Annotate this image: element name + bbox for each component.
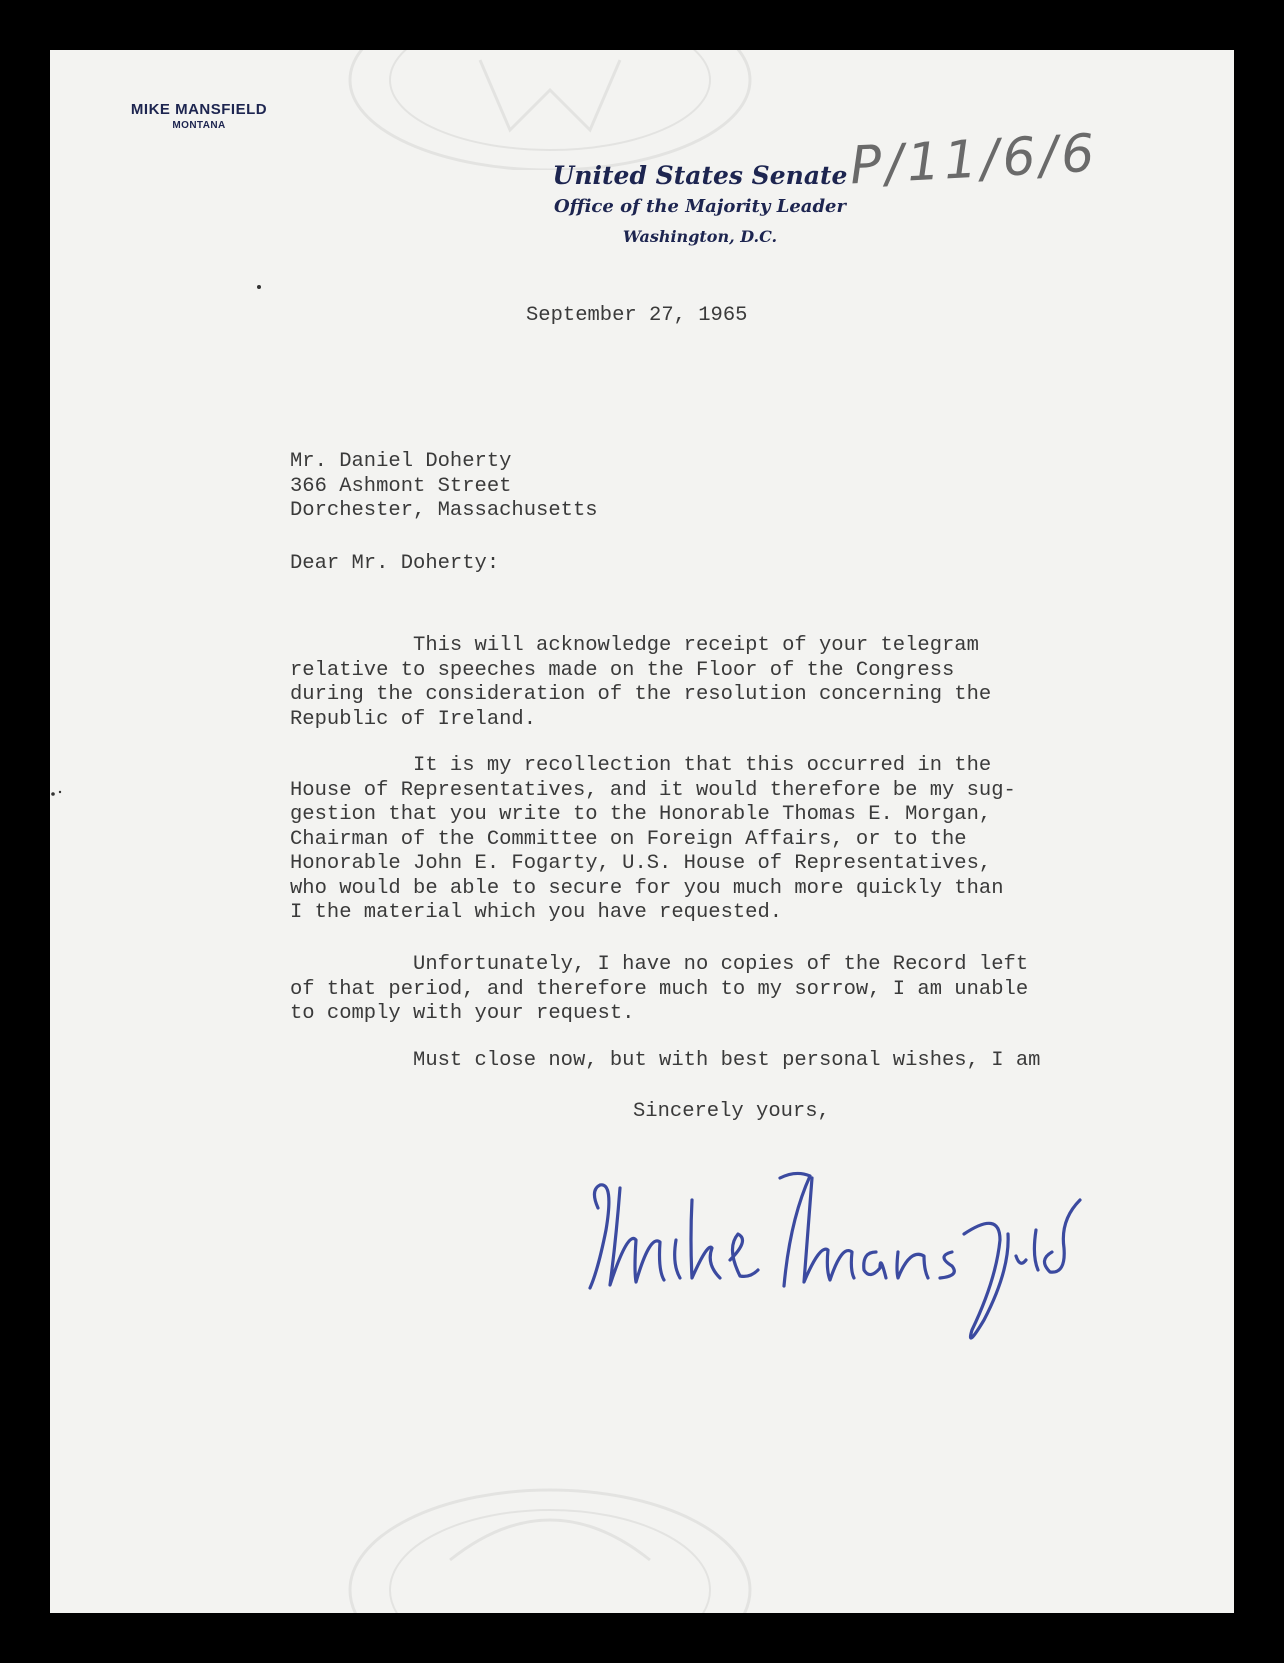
recipient-street: 366 Ashmont Street	[290, 474, 512, 498]
body-paragraph-3: Unfortunately, I have no copies of the Record left of that period, and therefore much to my sorrow, I am unable to comply with your request.	[290, 953, 1029, 1025]
recipient-name: Mr. Daniel Doherty	[290, 450, 512, 473]
stray-ink-mark-left	[50, 788, 70, 802]
stray-ink-mark-top	[254, 282, 264, 292]
seal-watermark-bottom	[330, 1470, 770, 1613]
recipient-city: Dorchester, Massachusetts	[290, 499, 598, 522]
letterhead-office: Office of the Majority Leader	[554, 196, 846, 217]
letter-date: September 27, 1965	[526, 304, 748, 327]
complimentary-closing: Sincerely yours,	[633, 1100, 830, 1123]
sender-block	[114, 101, 284, 131]
handwritten-signature	[580, 1160, 1140, 1360]
sender-state: MONTANA	[172, 120, 226, 131]
seal-watermark-top	[330, 50, 770, 170]
letterhead-city: Washington, D.C.	[622, 227, 778, 246]
body-paragraph-2: It is my recollection that this occurred in the House of Representatives, and it would therefore be my sug- gestion that you write to the Honorable Thomas E. Morgan, Chairman of the Committee on Foreign Affairs, or to the Honorable John E. Fogarty, U.S. House of Representatives, who would be able to secure for you much more quickly than I the material which you have requested.	[290, 754, 1016, 924]
handwritten-file-annotation: P/11/6/6	[848, 123, 1100, 197]
letterhead-senate: United States Senate	[552, 161, 848, 190]
recipient-address	[290, 450, 598, 524]
body-paragraph-1: This will acknowledge receipt of your telegram relative to speeches made on the Floor of the Congress during the consideration of the resolution concerning the Republic of Ireland.	[290, 634, 992, 731]
salutation: Dear Mr. Doherty:	[290, 552, 500, 575]
sender-name: MIKE MANSFIELD	[130, 101, 268, 118]
letter-page	[50, 50, 1234, 1613]
body-paragraph-4: Must close now, but with best personal wishes, I am	[290, 1049, 1041, 1072]
